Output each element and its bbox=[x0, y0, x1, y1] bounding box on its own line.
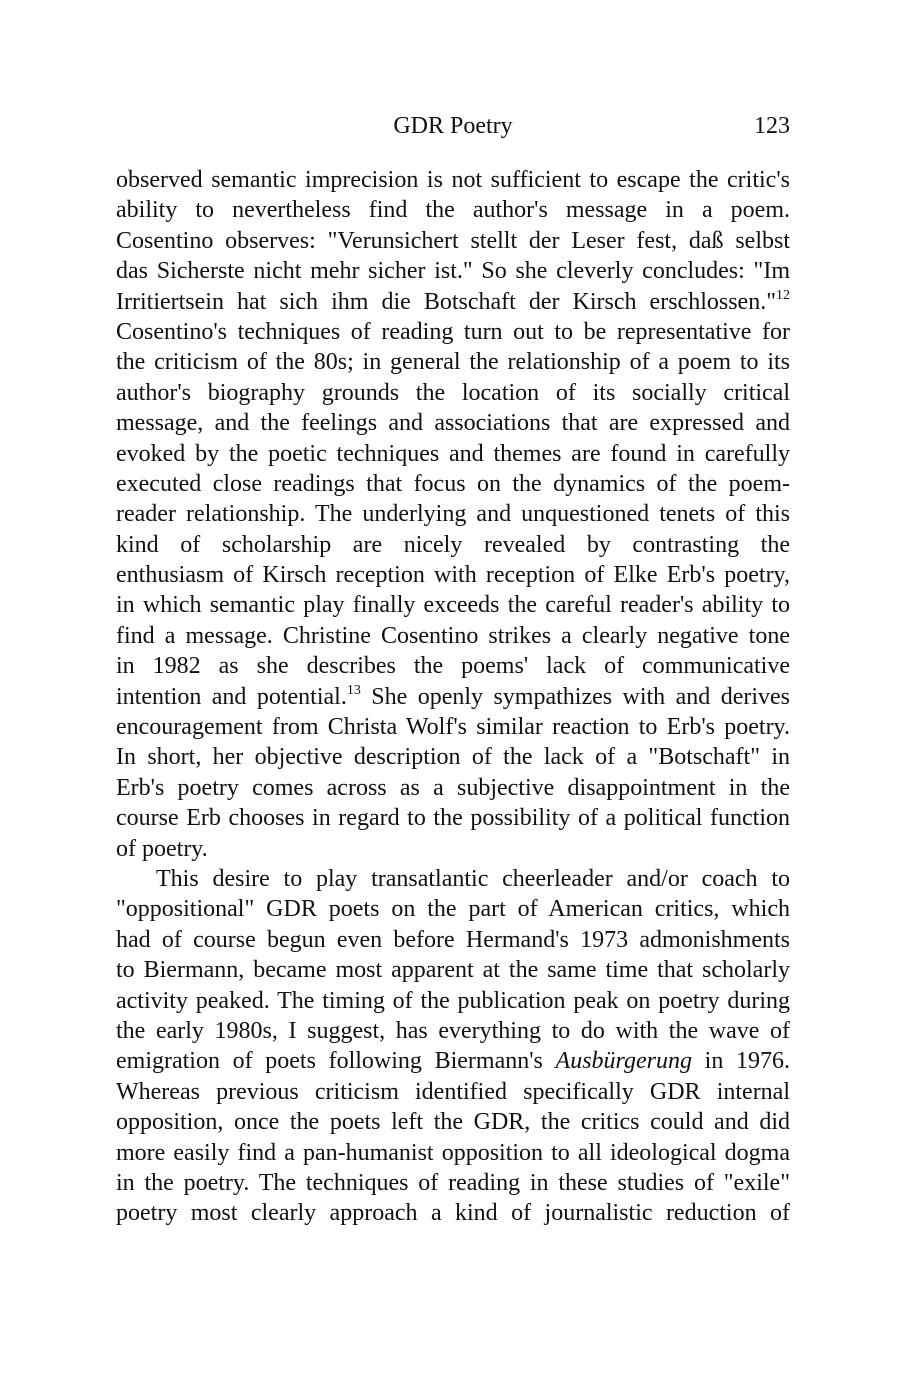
text-line: to Biermann, became most apparent at the same time that scholarly bbox=[116, 957, 790, 984]
text-line: enthusiasm of Kirsch reception with reception of Elke Erb's poetry, bbox=[116, 562, 790, 589]
text-line: of poetry. bbox=[116, 835, 208, 862]
text-line: the criticism of the 80s; in general the relationship of a poem to its bbox=[116, 349, 790, 376]
line-text: in 1976. bbox=[692, 1048, 790, 1075]
page-number: 123 bbox=[754, 113, 790, 139]
text-line: evoked by the poetic techniques and themes are found in carefully bbox=[116, 440, 790, 467]
footnote-marker: 13 bbox=[346, 682, 361, 698]
text-line: In short, her objective description of the lack of a "Botschaft" in bbox=[116, 744, 790, 771]
line-text: emigration of poets following Biermann's bbox=[116, 1048, 556, 1075]
text-line: Erb's poetry comes across as a subjective disappointment in the bbox=[116, 774, 790, 801]
text-line: reader relationship. The underlying and unquestioned tenets of this bbox=[116, 501, 790, 528]
text-line: Whereas previous criticism identified specifically GDR internal bbox=[116, 1078, 790, 1105]
text-line: in the poetry. The techniques of reading in these studies of "exile" bbox=[116, 1169, 790, 1196]
text-line: course Erb chooses in regard to the possibility of a political function bbox=[116, 805, 790, 832]
text-line: find a message. Christine Cosentino strikes a clearly negative tone bbox=[116, 622, 790, 649]
running-header bbox=[116, 108, 790, 144]
text-line: das Sicherste nicht mehr sicher ist." So she cleverly concludes: "Im bbox=[116, 258, 790, 285]
text-line: author's biography grounds the location of its socially critical bbox=[116, 379, 790, 406]
running-title: GDR Poetry bbox=[393, 113, 513, 139]
line-text: Irritiertsein hat sich ihm die Botschaft der Kirsch erschlossen." bbox=[116, 288, 776, 315]
text-line: opposition, once the poets left the GDR, the critics could and did bbox=[116, 1109, 790, 1136]
text-line: in 1982 as she describes the poems' lack of communicative bbox=[116, 653, 790, 680]
text-line: "oppositional" GDR poets on the part of American critics, which bbox=[116, 896, 790, 923]
line-text: intention and potential. bbox=[116, 683, 347, 710]
text-line: observed semantic imprecision is not sufficient to escape the critic's bbox=[116, 167, 790, 193]
text-line: encouragement from Christa Wolf's similar reaction to Erb's poetry. bbox=[116, 714, 790, 741]
footnote-marker: 12 bbox=[776, 287, 790, 303]
body-text bbox=[116, 165, 790, 1229]
line-text: She openly sympathizes with and derives bbox=[360, 683, 791, 710]
text-line bbox=[116, 682, 790, 712]
italic-term: Ausbürgerung bbox=[555, 1048, 692, 1075]
text-line: in which semantic play finally exceeds the careful reader's ability to bbox=[116, 592, 790, 619]
text-line: kind of scholarship are nicely revealed by contrasting the bbox=[116, 531, 790, 558]
text-line: the early 1980s, I suggest, has everything to do with the wave of bbox=[116, 1017, 790, 1044]
text-line: message, and the feelings and associations that are expressed and bbox=[116, 410, 790, 437]
text-line bbox=[116, 287, 790, 317]
paragraph-first-line: This desire to play transatlantic cheerleader and/or coach to bbox=[156, 865, 790, 892]
text-line: activity peaked. The timing of the publication peak on poetry during bbox=[116, 987, 790, 1014]
text-line bbox=[116, 1046, 790, 1076]
text-line: had of course begun even before Hermand's 1973 admonishments bbox=[116, 926, 790, 953]
text-line: Cosentino's techniques of reading turn out to be representative for bbox=[116, 318, 790, 345]
text-line: Cosentino observes: "Verunsichert stellt der Leser fest, daß selbst bbox=[116, 227, 790, 254]
text-line: ability to nevertheless find the author's message in a poem. bbox=[116, 197, 790, 224]
text-line: more easily find a pan-humanist opposition to all ideological dogma bbox=[116, 1139, 790, 1166]
text-line: executed close readings that focus on the dynamics of the poem- bbox=[116, 470, 790, 497]
text-line: poetry most clearly approach a kind of journalistic reduction of bbox=[116, 1200, 790, 1227]
